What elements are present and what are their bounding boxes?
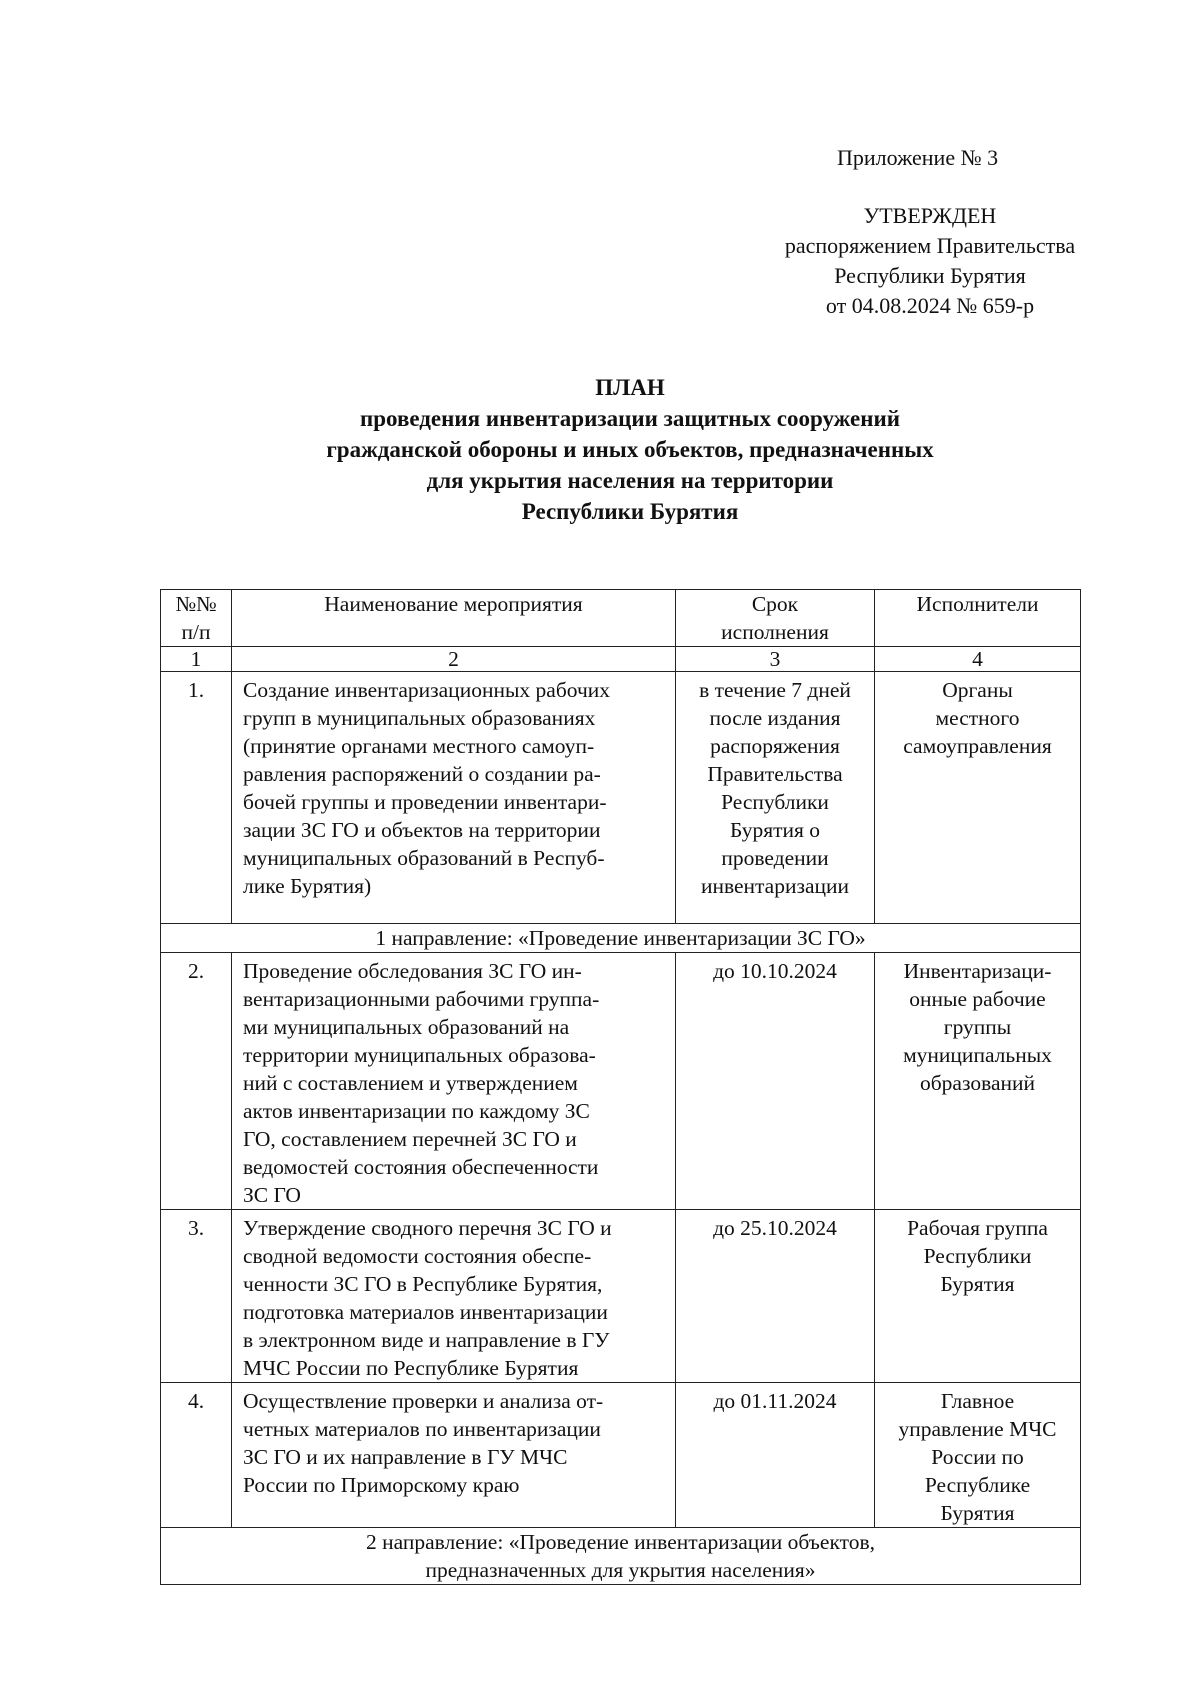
header-executors: Исполнители (875, 590, 1081, 647)
row-executors: Инвентаризаци- онные рабочие группы муниципальных образований (875, 953, 1081, 1210)
appendix-label: Приложение № 3 (837, 145, 999, 170)
plan-table (160, 589, 1081, 1585)
table-row (161, 1383, 1081, 1528)
table-row (161, 672, 1081, 924)
row-deadline: до 25.10.2024 (676, 1210, 875, 1383)
row-activity: Проведение обследования ЗС ГО ин- вентаризационными рабочими группа- ми муниципальных образований на территории муниципальных образова- ний с составлением и утверждением актов инвентаризации по каждому ЗС ГО, составлением перечней ЗС ГО и ведомостей состояния обеспеченности ЗС ГО (232, 953, 676, 1210)
row-executors: Органы местного самоуправления (875, 672, 1081, 924)
column-index-row (161, 647, 1081, 672)
row-deadline: до 01.11.2024 (676, 1383, 875, 1528)
row-number: 1. (161, 672, 232, 924)
row-deadline: до 10.10.2024 (676, 953, 875, 1210)
approval-line: УТВЕРЖДЕН (863, 203, 997, 228)
section-heading: 2 направление: «Проведение инвентаризации объектов, предназначенных для укрытия населения» (161, 1528, 1081, 1585)
table-row (161, 1210, 1081, 1383)
approval-line: распоряжением Правительства (784, 233, 1076, 258)
column-index: 2 (232, 647, 676, 672)
title-heading: ПЛАН (595, 375, 665, 400)
document-title (160, 372, 1100, 527)
column-index: 3 (676, 647, 875, 672)
title-line: Республики Бурятия (521, 499, 739, 524)
approval-line: Республики Бурятия (834, 263, 1026, 288)
table-header-row (161, 590, 1081, 647)
section-heading-row (161, 1528, 1081, 1585)
header-term: Срок исполнения (676, 590, 875, 647)
approval-stamp (740, 201, 1120, 321)
column-index: 4 (875, 647, 1081, 672)
header-name: Наименование мероприятия (232, 590, 676, 647)
row-number: 3. (161, 1210, 232, 1383)
row-number: 2. (161, 953, 232, 1210)
row-executors: Главное управление МЧС России по Республике Бурятия (875, 1383, 1081, 1528)
title-line: проведения инвентаризации защитных сооружений (360, 406, 900, 431)
title-line: гражданской обороны и иных объектов, предназначенных (326, 437, 934, 462)
row-executors: Рабочая группа Республики Бурятия (875, 1210, 1081, 1383)
section-heading-row (161, 924, 1081, 953)
row-activity: Утверждение сводного перечня ЗС ГО и сводной ведомости состояния обеспе- ченности ЗС ГО в Республике Бурятия, подготовка материалов инвентаризации в электронном виде и направление в ГУ МЧС России по Республике Бурятия (232, 1210, 676, 1383)
row-deadline: в течение 7 дней после издания распоряжения Правительства Республики Бурятия о проведении инвентаризации (676, 672, 875, 924)
column-index: 1 (161, 647, 232, 672)
row-number: 4. (161, 1383, 232, 1528)
header-num: №№ п/п (161, 590, 232, 647)
approval-line: от 04.08.2024 № 659-р (825, 293, 1035, 318)
row-activity: Создание инвентаризационных рабочих групп в муниципальных образованиях (принятие органами местного самоуп- равления распоряжений о создании ра- бочей группы и проведении инвентари- зации ЗС ГО и объектов на территории муниципальных образований в Респуб- лике Бурятия) (232, 672, 676, 924)
table-row (161, 953, 1081, 1210)
section-heading: 1 направление: «Проведение инвентаризации ЗС ГО» (161, 924, 1081, 953)
row-activity: Осуществление проверки и анализа от- четных материалов по инвентаризации ЗС ГО и их направление в ГУ МЧС России по Приморскому краю (232, 1383, 676, 1528)
title-line: для укрытия населения на территории (426, 468, 834, 493)
